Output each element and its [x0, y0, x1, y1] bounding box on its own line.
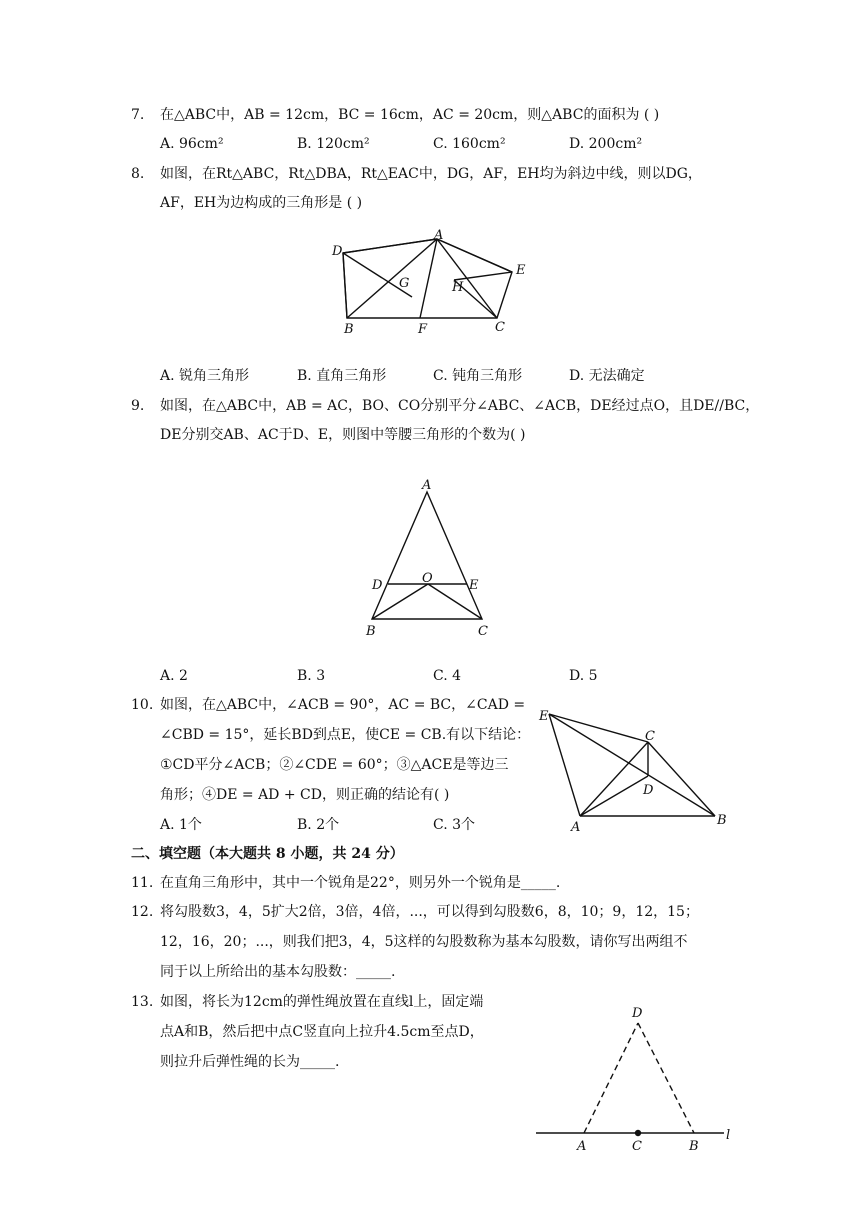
label-d: D — [632, 1006, 643, 1021]
figure-q9 — [360, 475, 500, 645]
question-text: 如图，在Rt△ABC，Rt△DBA，Rt△EAC中，DG，AF，EH均为斜边中线，则以DG， — [160, 166, 702, 182]
label-d: D — [643, 783, 654, 798]
question-text: 在直角三角形中，其中一个锐角是22°，则另外一个锐角是_____. — [160, 875, 561, 891]
option-c: C. 160cm² — [433, 136, 506, 152]
label-a: A — [577, 1139, 587, 1154]
section-heading: 二、填空题（本大题共 8 小题，共 24 分） — [131, 846, 404, 862]
question-text: ∠CBD = 15°，延长BD到点E，使CE = CB.有以下结论： — [160, 727, 531, 743]
option-a: A. 1个 — [160, 817, 202, 833]
question-number: 11. — [131, 875, 154, 891]
option-d: D. 5 — [569, 668, 598, 684]
question-number: 8. — [131, 166, 145, 182]
question-number: 13. — [131, 994, 154, 1010]
label-b: B — [344, 322, 354, 337]
question-text: 将勾股数3，4，5扩大2倍，3倍，4倍，...，可以得到勾股数6，8，10；9，12，15； — [160, 904, 699, 920]
option-d: D. 200cm² — [569, 136, 643, 152]
label-g: G — [399, 276, 410, 291]
label-c: C — [632, 1139, 642, 1154]
question-text: 如图，在△ABC中，AB = AC，BO、CO分别平分∠ABC、∠ACB，DE经过点O，且DE//BC， — [160, 398, 760, 414]
figure-q13 — [530, 1000, 740, 1160]
label-c: C — [478, 624, 488, 639]
label-h: H — [452, 280, 464, 295]
option-c: C. 钝角三角形 — [433, 368, 523, 384]
question-text: 则拉升后弹性绳的长为_____. — [160, 1054, 340, 1070]
question-text: 点A和B，然后把中点C竖直向上拉升4.5cm至点D， — [160, 1024, 484, 1040]
label-a: A — [422, 478, 432, 493]
label-c: C — [645, 729, 655, 744]
label-d: D — [372, 578, 383, 593]
label-f: F — [418, 322, 428, 337]
question-text: 角形；④DE = AD + CD，则正确的结论有( ) — [160, 787, 450, 803]
question-number: 12. — [131, 904, 154, 920]
question-text: 12，16，20；...，则我们把3，4，5这样的勾股数称为基本勾股数，请你写出两组不 — [160, 934, 688, 950]
label-a: A — [434, 228, 444, 243]
question-text: DE分别交AB、AC于D、E，则图中等腰三角形的个数为( ) — [160, 427, 526, 443]
question-number: 9. — [131, 398, 145, 414]
option-a: A. 锐角三角形 — [160, 368, 250, 384]
question-text: 如图，将长为12cm的弹性绳放置在直线l上，固定端 — [160, 994, 484, 1010]
option-d: D. 无法确定 — [569, 368, 645, 384]
question-text: AF，EH为边构成的三角形是 ( ) — [160, 195, 363, 211]
label-o: O — [422, 571, 433, 586]
question-number: 10. — [131, 697, 154, 713]
label-a: A — [571, 820, 581, 835]
figure-q8 — [320, 225, 540, 345]
question-text: ①CD平分∠ACB；②∠CDE = 60°；③△ACE是等边三 — [160, 757, 509, 773]
option-b: B. 120cm² — [297, 136, 370, 152]
figure-q10 — [535, 700, 735, 835]
option-c: C. 4 — [433, 668, 462, 684]
label-l: l — [726, 1128, 731, 1143]
question-number: 7. — [131, 107, 145, 123]
option-c: C. 3个 — [433, 817, 476, 833]
label-b: B — [717, 813, 727, 828]
option-b: B. 3 — [297, 668, 326, 684]
label-e: E — [539, 709, 549, 724]
label-d: D — [332, 244, 343, 259]
label-b: B — [689, 1139, 699, 1154]
question-text: 在△ABC中，AB = 12cm，BC = 16cm，AC = 20cm，则△ABC的面积为 ( ) — [160, 107, 660, 123]
option-b: B. 2个 — [297, 817, 340, 833]
label-c: C — [495, 320, 505, 335]
question-text: 同于以上所给出的基本勾股数：_____. — [160, 964, 396, 980]
label-e: E — [516, 263, 526, 278]
label-e: E — [469, 578, 479, 593]
label-b: B — [366, 624, 376, 639]
option-a: A. 2 — [160, 668, 188, 684]
option-b: B. 直角三角形 — [297, 368, 387, 384]
option-a: A. 96cm² — [160, 136, 224, 152]
question-text: 如图，在△ABC中，∠ACB = 90°，AC = BC，∠CAD = — [160, 697, 526, 713]
